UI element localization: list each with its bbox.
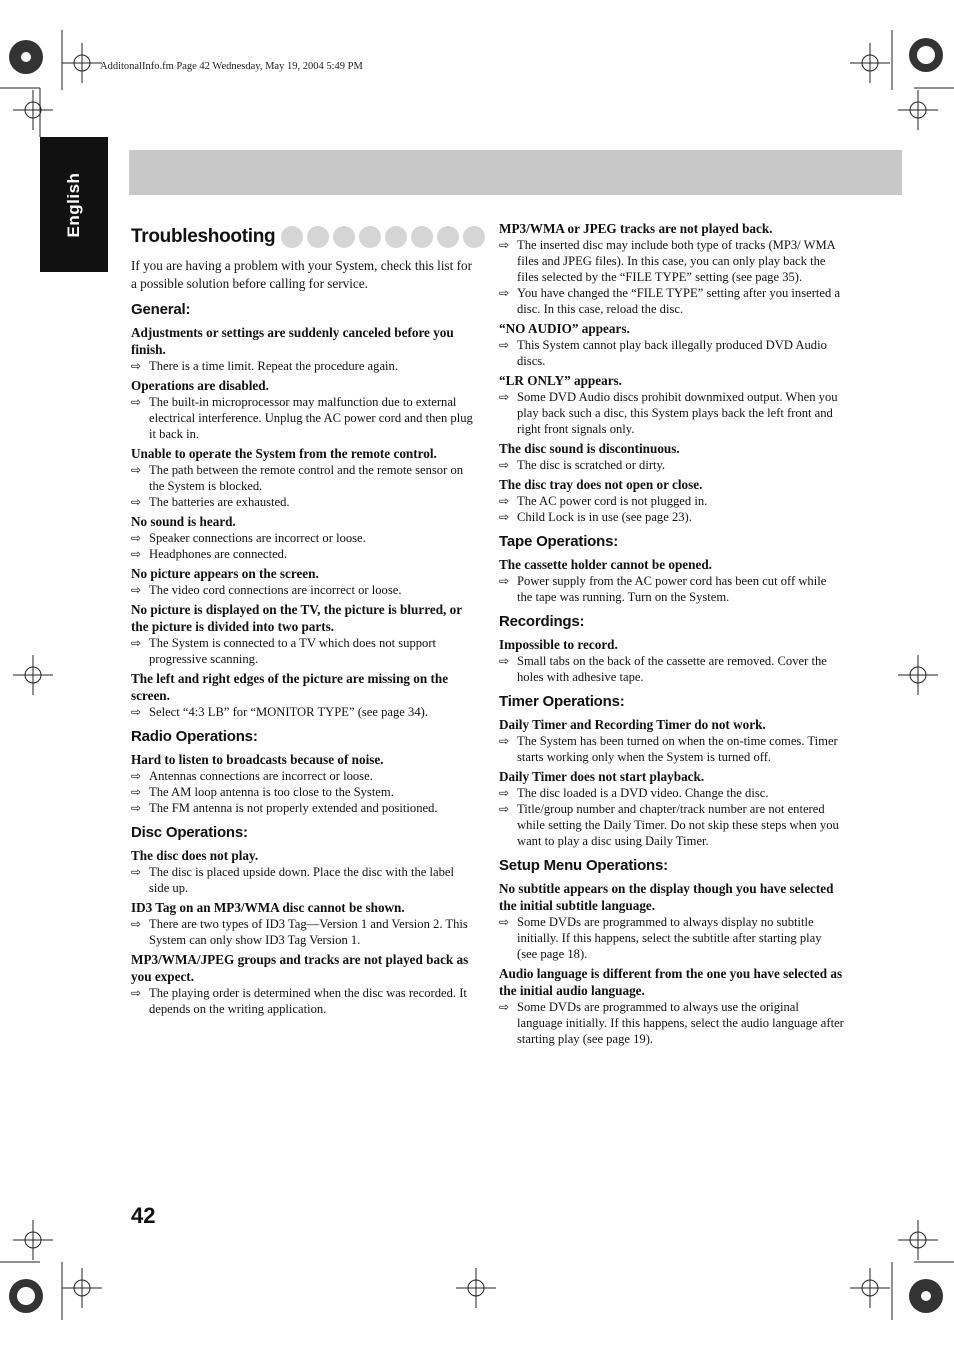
solution-label: There are two types of ID3 Tag—Version 1 and Version 2. This System can only show ID3 Tag Version 1. (149, 917, 468, 947)
solution-label: The batteries are exhausted. (149, 495, 290, 509)
solution-label: The disc is scratched or dirty. (517, 458, 666, 472)
solution-text (499, 999, 844, 1047)
solution-text (499, 493, 844, 509)
section-heading: Disc Operations: (131, 824, 248, 841)
solution-label: The path between the remote control and the remote sensor on the System is blocked. (149, 463, 464, 493)
solution-label: The built-in microprocessor may malfunction due to external electrical interference. Unplug the AC power cord and then plug it back in. (149, 395, 473, 441)
solution-label: The video cord connections are incorrect or loose. (149, 583, 402, 597)
solution-label: The AM loop antenna is too close to the System. (149, 785, 394, 799)
problem-text: No subtitle appears on the display though you have selected the initial subtitle language. (499, 881, 834, 913)
solution-label: The disc is placed upside down. Place the disc with the label side up. (149, 865, 454, 895)
problem-text: Daily Timer does not start playback. (499, 769, 705, 784)
solution-label: The disc loaded is a DVD video. Change the disc. (517, 786, 769, 800)
hollow-right-arrow-icon: ⇨ (131, 463, 142, 477)
hollow-right-arrow-icon: ⇨ (499, 338, 510, 352)
problem-text: MP3/WMA or JPEG tracks are not played back. (499, 221, 773, 236)
problem-item (499, 320, 844, 369)
solution-text (131, 394, 476, 442)
problem-text: The disc does not play. (131, 848, 259, 863)
hollow-right-arrow-icon: ⇨ (131, 769, 142, 783)
hollow-right-arrow-icon: ⇨ (499, 915, 510, 929)
right-column (499, 220, 844, 1050)
problem-item (131, 445, 476, 510)
page-title: Troubleshooting (131, 226, 276, 247)
solution-label: Antennas connections are incorrect or loose. (149, 769, 373, 783)
solution-text (131, 546, 476, 562)
solution-text (131, 985, 476, 1017)
solution-label: Child Lock is in use (see page 23). (517, 510, 692, 524)
solution-text (131, 582, 476, 598)
problem-item (131, 751, 476, 816)
hollow-right-arrow-icon: ⇨ (499, 390, 510, 404)
section-heading: Radio Operations: (131, 728, 258, 745)
solution-label: The inserted disc may include both type of tracks (MP3/ WMA files and JPEG files). In this case, you can only play back the files selected by the “FILE TYPE” setting (see page 35). (517, 238, 836, 284)
problem-text: No picture is displayed on the TV, the picture is blurred, or the picture is divided into two parts. (131, 602, 462, 634)
decor-dot (385, 226, 407, 248)
solution-text (131, 530, 476, 546)
problem-text: The left and right edges of the picture are missing on the screen. (131, 671, 449, 703)
hollow-right-arrow-icon: ⇨ (131, 547, 142, 561)
hollow-right-arrow-icon: ⇨ (131, 495, 142, 509)
solution-text (131, 784, 476, 800)
section-heading: Tape Operations: (499, 533, 619, 550)
problem-text: ID3 Tag on an MP3/WMA disc cannot be shown. (131, 900, 405, 915)
hollow-right-arrow-icon: ⇨ (131, 531, 142, 545)
hollow-right-arrow-icon: ⇨ (131, 801, 142, 815)
solution-text (499, 389, 844, 437)
hollow-right-arrow-icon: ⇨ (131, 636, 142, 650)
troubleshooting-section (499, 220, 844, 525)
solution-text (131, 800, 476, 816)
problem-text: Audio language is different from the one you have selected as the initial audio language. (499, 966, 843, 998)
troubleshooting-section (499, 693, 844, 849)
problem-text: Adjustments or settings are suddenly canceled before you finish. (131, 325, 454, 357)
solution-label: You have changed the “FILE TYPE” setting after you inserted a disc. In this case, reload the disc. (517, 286, 841, 316)
problem-item (131, 899, 476, 948)
problem-item (131, 324, 476, 374)
hollow-right-arrow-icon: ⇨ (499, 786, 510, 800)
solution-label: Small tabs on the back of the cassette are removed. Cover the holes with adhesive tape. (517, 654, 827, 684)
solution-text (131, 768, 476, 784)
right-sections (499, 220, 844, 1047)
language-label: English (64, 172, 83, 237)
language-side-tab (40, 137, 108, 272)
solution-text (499, 801, 844, 849)
problem-item (499, 372, 844, 437)
solution-text (131, 462, 476, 494)
problem-item (499, 220, 844, 317)
problem-item (131, 377, 476, 442)
problem-item (499, 476, 844, 525)
hollow-right-arrow-icon: ⇨ (499, 286, 510, 300)
problem-item (499, 880, 844, 962)
solution-label: The playing order is determined when the disc was recorded. It depends on the writing application. (149, 986, 467, 1016)
file-info-header: AdditonalInfo.fm Page 42 Wednesday, May 19, 2004 5:49 PM (100, 61, 363, 72)
solution-text (499, 237, 844, 285)
problem-text: The disc tray does not open or close. (499, 477, 703, 492)
hollow-right-arrow-icon: ⇨ (131, 583, 142, 597)
hollow-right-arrow-icon: ⇨ (499, 494, 510, 508)
troubleshooting-section (499, 613, 844, 685)
decor-dot (437, 226, 459, 248)
solution-label: The System has been turned on when the on-time comes. Timer starts working only when the System is turned off. (517, 734, 838, 764)
hollow-right-arrow-icon: ⇨ (499, 574, 510, 588)
hollow-right-arrow-icon: ⇨ (131, 359, 142, 373)
hollow-right-arrow-icon: ⇨ (499, 238, 510, 252)
solution-text (499, 785, 844, 801)
troubleshooting-section (499, 857, 844, 1047)
hollow-right-arrow-icon: ⇨ (499, 654, 510, 668)
solution-label: This System cannot play back illegally produced DVD Audio discs. (517, 338, 827, 368)
troubleshooting-section (499, 533, 844, 605)
solution-label: Some DVDs are programmed to always use the original language initially. If this happens, select the audio language after starting play (see page 19). (517, 1000, 844, 1046)
problem-text: Impossible to record. (499, 637, 618, 652)
problem-item (499, 440, 844, 473)
solution-text (499, 509, 844, 525)
decor-dot (333, 226, 355, 248)
hollow-right-arrow-icon: ⇨ (131, 917, 142, 931)
solution-text (499, 914, 844, 962)
page-number: 42 (131, 1203, 156, 1228)
solution-label: Speaker connections are incorrect or loose. (149, 531, 366, 545)
problem-text: No sound is heard. (131, 514, 236, 529)
section-heading: Timer Operations: (499, 693, 625, 710)
solution-text (499, 573, 844, 605)
left-sections (131, 301, 476, 1017)
solution-text (131, 635, 476, 667)
header-band (129, 150, 902, 195)
hollow-right-arrow-icon: ⇨ (499, 734, 510, 748)
solution-text (499, 337, 844, 369)
hollow-right-arrow-icon: ⇨ (131, 785, 142, 799)
problem-item (131, 670, 476, 720)
solution-label: The System is connected to a TV which does not support progressive scanning. (149, 636, 437, 666)
problem-item (499, 556, 844, 605)
problem-text: “LR ONLY” appears. (499, 373, 622, 388)
section-heading: Setup Menu Operations: (499, 857, 668, 874)
problem-text: No picture appears on the screen. (131, 566, 319, 581)
problem-text: Hard to listen to broadcasts because of noise. (131, 752, 384, 767)
intro-text: If you are having a problem with your System, check this list for a possible solution before calling for service. (131, 258, 472, 291)
solution-label: Title/group number and chapter/track number are not entered while setting the Daily Timer. Do not skip these steps when you want to play a disc using Daily Timer. (517, 802, 839, 848)
problem-text: Operations are disabled. (131, 378, 269, 393)
hollow-right-arrow-icon: ⇨ (499, 510, 510, 524)
solution-text (131, 864, 476, 896)
solution-label: The FM antenna is not properly extended and positioned. (149, 801, 438, 815)
solution-label: Some DVDs are programmed to always display no subtitle initially. If this happens, select the subtitle after starting play (see page 18). (517, 915, 822, 961)
hollow-right-arrow-icon: ⇨ (499, 1000, 510, 1014)
title-dots (281, 226, 485, 248)
decor-dot (411, 226, 433, 248)
problem-text: Unable to operate the System from the remote control. (131, 446, 437, 461)
title-row (131, 220, 476, 254)
problem-text: The disc sound is discontinuous. (499, 441, 680, 456)
solution-text (499, 457, 844, 473)
solution-text (499, 653, 844, 685)
hollow-right-arrow-icon: ⇨ (131, 986, 142, 1000)
troubleshooting-section (131, 301, 476, 720)
solution-text (131, 916, 476, 948)
solution-label: Some DVD Audio discs prohibit downmixed output. When you play back such a disc, this System plays back the left front and right front signals only. (517, 390, 838, 436)
troubleshooting-section (131, 728, 476, 816)
hollow-right-arrow-icon: ⇨ (131, 705, 142, 719)
solution-text (131, 358, 476, 374)
hollow-right-arrow-icon: ⇨ (499, 458, 510, 472)
problem-item (499, 768, 844, 849)
solution-text (499, 285, 844, 317)
problem-item (499, 636, 844, 685)
problem-item (131, 513, 476, 562)
solution-label: The AC power cord is not plugged in. (517, 494, 708, 508)
left-column (131, 220, 476, 1020)
section-heading: Recordings: (499, 613, 585, 630)
hollow-right-arrow-icon: ⇨ (499, 802, 510, 816)
hollow-right-arrow-icon: ⇨ (131, 865, 142, 879)
section-heading: General: (131, 301, 191, 318)
problem-item (499, 716, 844, 765)
problem-text: MP3/WMA/JPEG groups and tracks are not played back as you expect. (131, 952, 469, 984)
decor-dot (463, 226, 485, 248)
problem-item (131, 565, 476, 598)
troubleshooting-section (131, 824, 476, 1017)
problem-text: Daily Timer and Recording Timer do not work. (499, 717, 766, 732)
decor-dot (307, 226, 329, 248)
problem-text: The cassette holder cannot be opened. (499, 557, 712, 572)
problem-item (499, 965, 844, 1047)
solution-text (131, 494, 476, 510)
problem-item (131, 951, 476, 1017)
solution-label: Power supply from the AC power cord has been cut off while the tape was running. Turn on the System. (517, 574, 827, 604)
hollow-right-arrow-icon: ⇨ (131, 395, 142, 409)
decor-dot (281, 226, 303, 248)
solution-label: Headphones are connected. (149, 547, 288, 561)
solution-label: There is a time limit. Repeat the procedure again. (149, 359, 398, 373)
problem-item (131, 847, 476, 896)
problem-item (131, 601, 476, 667)
solution-text (499, 733, 844, 765)
decor-dot (359, 226, 381, 248)
problem-text: “NO AUDIO” appears. (499, 321, 630, 336)
solution-text (131, 704, 476, 720)
solution-label: Select “4:3 LB” for “MONITOR TYPE” (see page 34). (149, 705, 428, 719)
